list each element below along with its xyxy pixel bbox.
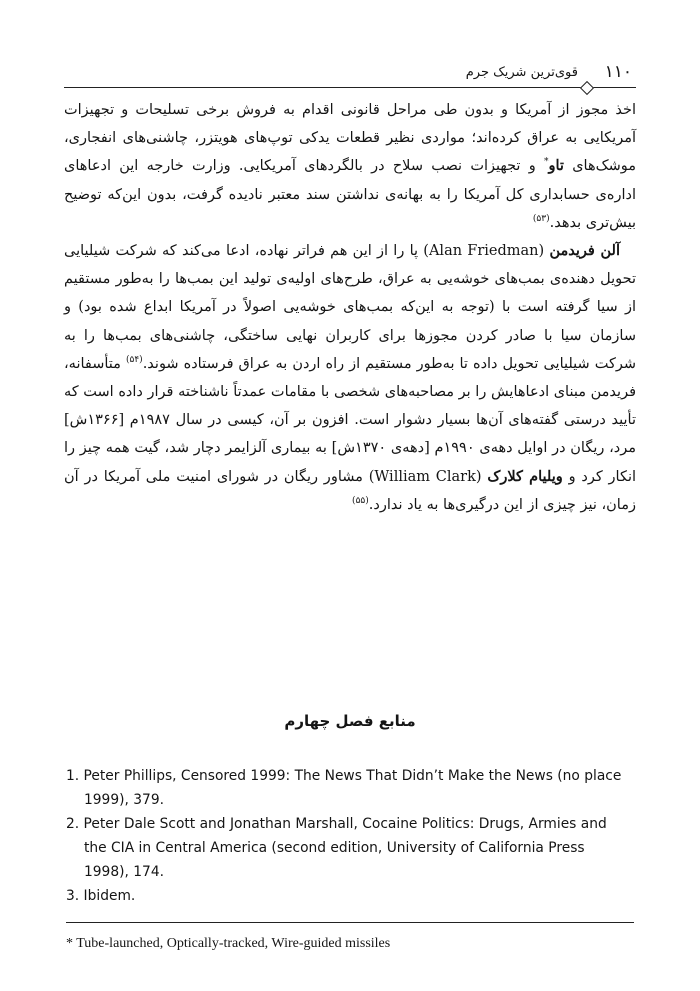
body-text (64, 96, 636, 519)
footnote-divider (66, 922, 634, 923)
reference-item: 3. Ibidem. (66, 888, 136, 904)
bold-name-clark: ویلیام کلارک (487, 467, 563, 485)
running-title: قوی‌ترین شریک جرم (465, 65, 578, 80)
footnote-marker: * (543, 157, 549, 168)
footnote-text: Tube-launched, Optically-tracked, Wire-guided missiles (76, 936, 391, 951)
footnote-asterisk: * (66, 936, 73, 951)
page-number: ۱۱۰ (604, 62, 632, 82)
paragraph-2: آلن فریدمن (Alan Friedman) پا را از این هم فراتر نهاده، ادعا می‌کند که شرکت شیلیایی تحویل دهنده‌ی بمب‌های خوشه‌یی به عراق، طرح‌های اولیه‌ی تولید این بمب‌ها را به‌طور مستقیم از سیا گرفته است با (توجه به این‌که بمب‌های خوشه‌یی اصولاً در آمریکا ابداع شده بود) و سازمان سیا با صادر کردن مجوزها برای کاربران نهایی ساختگی، چاشنی‌های بمب‌ها را به شرکت شیلیایی تحویل داده تا به‌طور مستقیم از راه اردن به عراق فرستاده شوند.$^{(۵۴)}$ متأسفانه، فریدمن مبنای ادعاهایش را بر مصاحبه‌های شخصی با مقامات عمدتاً ناشناخته قرار داده است که تأیید درستی گفته‌های آن‌ها بسیار دشوار است. افزون بر آن، کیسی در سال ۱۹۸۷م [۱۳۶۶ش] مرد، ریگان در اوایل دهه‌ی ۱۹۹۰م [دهه‌ی ۱۳۷۰ش] به بیماری آلزایمر دچار شد، گیت همه چیز را انکار کرد و ویلیام کلارک (William Clark) مشاور ریگان در شورای امنیت ملی آمریکا در آن زمان، نیز چیزی از این درگیری‌ها به یاد ندارد.$^{(۵۵)}$ (64, 242, 637, 513)
paragraph-1: اخذ مجوز از آمریکا و بدون طی مراحل قانونی اقدام به فروش برخی تسلیحات و تجهیزات آمریکایی به عراق کرده‌اند؛ مواردی نظیر قطعات یدکی توپ‌های هویتزر، چاشنی‌های انفجاری، موشک‌های تاو* و تجهیزات نصب سلاح در بالگردهای آمریکایی. وزارت خارجه این ادعاهای اداره‌ی حسابداری کل آمریکا را به بهانه‌ی نداشتن سند معتبر نادیده گرفت، بدون این‌که توضیح بیش‌تری بدهد.$^{(۵۳)}$ (64, 102, 636, 231)
bold-term-tow: تاو (548, 157, 564, 175)
endnote-ref-54: (۵۴) (125, 355, 143, 365)
diamond-ornament-icon (580, 81, 594, 95)
references-list (66, 764, 632, 908)
running-header (64, 56, 636, 88)
endnote-ref-53: (۵۳) (532, 213, 550, 224)
references-heading: منابع فصل چهارم (284, 712, 416, 730)
reference-item: 1. Peter Phillips, Censored 1999: The News That Didn’t Make the News (no place 1999), 379. (66, 768, 622, 808)
footnote (66, 936, 390, 952)
bold-name-friedman: آلن فریدمن (549, 242, 620, 260)
latin-name-friedman: (Alan Friedman) (423, 243, 545, 260)
endnote-ref-55: (۵۵) (352, 496, 369, 507)
header-rule (64, 87, 636, 88)
latin-name-clark: (William Clark) (368, 468, 482, 485)
reference-item: 2. Peter Dale Scott and Jonathan Marshall, Cocaine Politics: Drugs, Armies and the CIA in Central America (second edition, University of California Press 1998), 174. (66, 816, 607, 880)
